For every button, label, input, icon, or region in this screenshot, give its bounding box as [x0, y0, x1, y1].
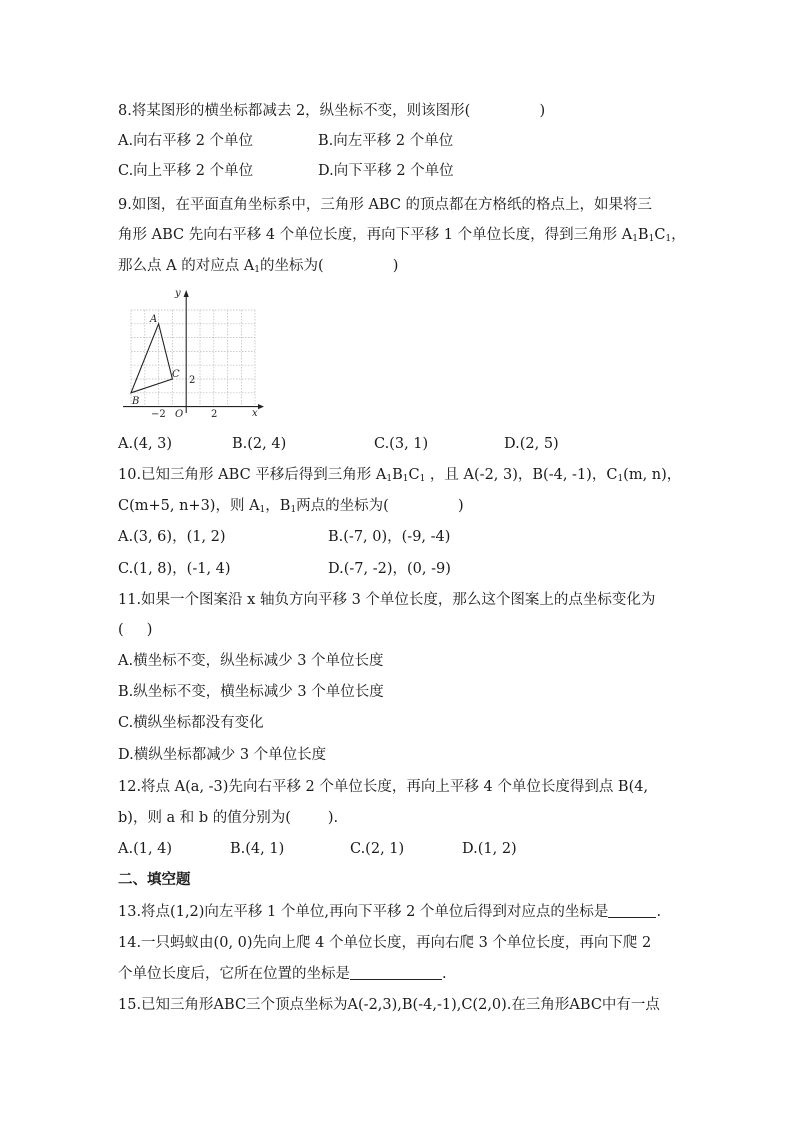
q11-option-d: D.横纵坐标都减少 3 个单位长度 [118, 747, 327, 763]
q12-stem-line1: 12.将点 A(a, -3)先向右平移 2 个单位长度，再向上平移 4 个单位长度得到点 B(4, [118, 779, 649, 795]
axis-y-label: y [175, 288, 181, 299]
x-axis-arrow [258, 404, 264, 409]
q9-stem-line1: 9.如图，在平面直角坐标系中，三角形 ABC 的顶点都在方格纸的格点上，如果将三 [118, 197, 653, 213]
q11-option-c: C.横纵坐标都没有变化 [118, 715, 264, 731]
axis-x-label: x [252, 408, 258, 419]
q11-option-b: B.纵坐标不变，横坐标减少 3 个单位长度 [118, 684, 384, 700]
q12-option-d: D.(1, 2) [462, 841, 517, 857]
q12-stem-line2: b)，则 a 和 b 的值分别为( ). [118, 810, 339, 826]
q11-stem-line2: ( ) [118, 622, 153, 638]
q10-stem-line1: 10.已知三角形 ABC 平移后得到三角形 $A_1B_1C_1$ ，且 A(-2, 3)，B(-4, -1)，$C_1(m$, n)， [118, 467, 682, 484]
q8-option-b: B.向左平移 2 个单位 [318, 133, 454, 149]
q14-stem-line2: 个单位长度后，它所在位置的坐标是 . [118, 966, 447, 982]
q10-option-a: A.(3, 6)，(1, 2) [118, 529, 226, 545]
q9-coordinate-grid-figure [118, 285, 268, 425]
q10-stem-line2: C(m+5, n+3)，则 $A_1$，$B_1$两点的坐标为( ) [118, 498, 464, 515]
tick-neg2-label: −2 [151, 409, 166, 420]
tick-x2-label: 2 [211, 409, 218, 420]
q8-option-c: C.向上平移 2 个单位 [118, 163, 254, 179]
q14-answer-blank[interactable] [350, 965, 442, 980]
q9-option-a: A.(4, 3) [118, 436, 173, 452]
q8-option-d: D.向下平移 2 个单位 [318, 163, 454, 179]
tick-y2-label: 2 [189, 375, 196, 386]
origin-label: O [175, 409, 184, 420]
q9-option-b: B.(2, 4) [232, 436, 287, 452]
q8-stem: 8.将某图形的横坐标都减去 2，纵坐标不变，则该图形( ) [118, 103, 546, 119]
q9-option-d: D.(2, 5) [504, 436, 559, 452]
q15-stem: 15.已知三角形ABC三个顶点坐标为A(-2,3),B(-4,-1),C(2,0).在三角形ABC中有一点 [118, 997, 660, 1013]
q8-option-a: A.向右平移 2 个单位 [118, 133, 254, 149]
section-fill-in-heading: 二、填空题 [118, 871, 191, 888]
q12-option-c: C.(2, 1) [350, 841, 405, 857]
q12-option-b: B.(4, 1) [230, 841, 285, 857]
vertex-a-label: A [150, 314, 158, 325]
vertex-c-label: C [172, 369, 180, 380]
q9-stem-line3: 那么点 A 的对应点 $A_1$的坐标为( ) [118, 258, 399, 275]
q11-option-a: A.横坐标不变，纵坐标减少 3 个单位长度 [118, 653, 384, 669]
q9-option-c: C.(3, 1) [374, 436, 429, 452]
y-axis-arrow [184, 290, 189, 297]
q10-option-d: D.(-7, -2)，(0, -9) [328, 561, 451, 577]
q13-answer-blank[interactable] [608, 903, 656, 918]
q14-stem-line1: 14.一只蚂蚁由(0, 0)先向上爬 4 个单位长度，再向右爬 3 个单位长度，再向下爬 2 [118, 935, 652, 951]
q9-stem-line2: 角形 ABC 先向右平移 4 个单位长度，再向下平移 1 个单位长度，得到三角形 $A_1B_1C_1$， [118, 227, 686, 244]
vertex-b-label: B [132, 396, 140, 407]
q11-stem-line1: 11.如果一个图案沿 x 轴负方向平移 3 个单位长度，那么这个图案上的点坐标变化为 [118, 592, 656, 608]
q12-option-a: A.(1, 4) [118, 841, 173, 857]
q13-stem: 13.将点(1,2)向左平移 1 个单位,再向下平移 2 个单位后得到对应点的坐标是 . [118, 904, 662, 920]
q10-option-b: B.(-7, 0)，(-9, -4) [328, 529, 451, 545]
q10-option-c: C.(1, 8)，(-1, 4) [118, 561, 231, 577]
triangle-abc [131, 324, 172, 393]
